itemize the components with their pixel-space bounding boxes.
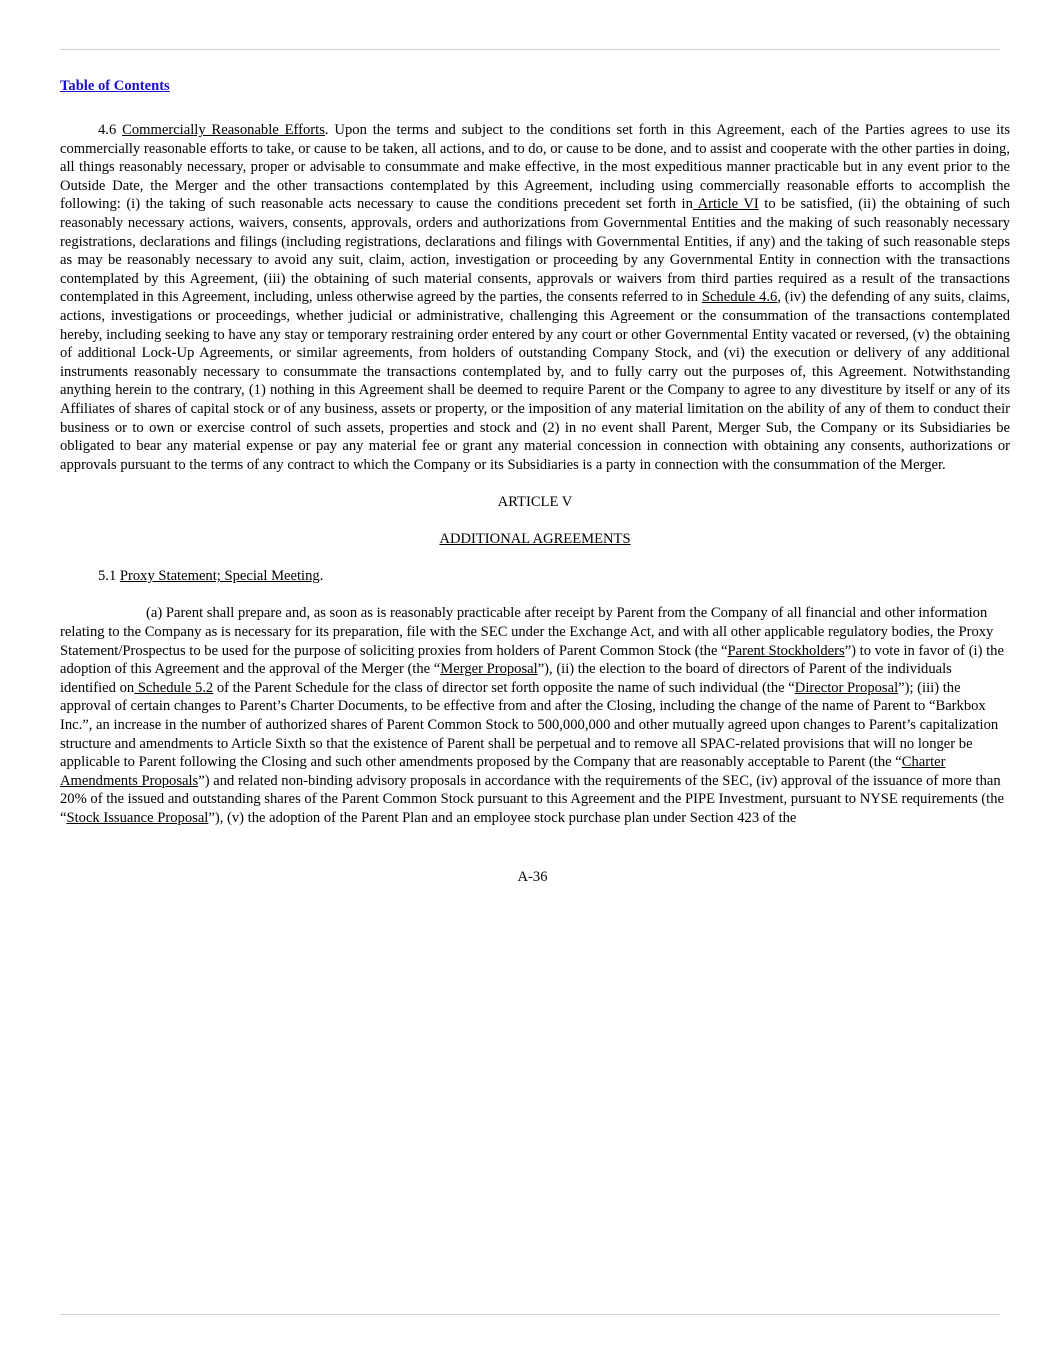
- article-heading: ARTICLE V: [497, 493, 573, 510]
- section-4-6-paragraph: [60, 121, 1010, 474]
- para-a-text-4: of the Parent Schedule for the class of director set forth opposite the name of such individual (the “: [213, 679, 795, 696]
- paragraph-a: [60, 604, 1010, 827]
- section-4-6-text-2: to be satisfied, (ii) the obtaining of such reasonably necessary actions, waivers, consents, approvals, orders and authorizations from Governmental Entities and the making of such reasonably necessary registrations, declarations and filings (including registrations, declarations and filings with Governmental Entities, if any) and the taking of such reasonable steps as may be reasonably necessary to avoid any suit, claim, action, investigation or proceeding by any Governmental Entity in connection with the transactions contemplated by this Agreement, (iii) the obtaining of such material consents, approvals or waivers from third parties required as a result of the transactions contemplated in this Agreement, including, unless otherwise agreed by the parties, the consents referred to in: [60, 196, 1011, 306]
- section-5-1-title: Proxy Statement; Special Meeting: [119, 568, 320, 585]
- para-a-text-2: ”) to vote in favor of (i) the adoption of this Agreement and the approval of the Merger (the “: [60, 642, 1004, 678]
- bottom-divider: [60, 1314, 1000, 1315]
- spacer: [60, 586, 1010, 605]
- schedule-4-6-reference: Schedule 4.6: [701, 289, 778, 306]
- page-number: A-36: [517, 869, 548, 885]
- section-4-6-title: Commercially Reasonable Efforts: [122, 122, 325, 138]
- section-4-6-number: 4.6: [98, 122, 123, 138]
- para-a-text-6: ”) and related non-binding advisory proposals in accordance with the requirements of the SEC, (iv) approval of the issuance of more than 20% of the issued and outstanding shares of the Parent Common Stock pursuant to this Agreement and the PIPE Investment, pursuant to NYSE requirements (the “: [60, 772, 1004, 826]
- section-4-6-text-1: . Upon the terms and subject to the conditions set forth in this Agreement, each of the Parties agrees to use its commercially reasonable efforts to take, or cause to be taken, all actions, and to do, or cause to be done, and to assist and cooperate with the other parties in doing, all things reasonably necessary, proper or advisable to consummate and make effective, in the most expeditious manner practicable but in any event prior to the Outside Date, the Merger and the other transactions contemplated by this Agreement, including using commercially reasonable efforts to accomplish the following: (i) the taking of such reasonable acts necessary to cause the conditions precedent set forth in: [60, 122, 1011, 213]
- para-a-text-3: ”), (ii) the election to the board of directors of Parent of the individuals identified on: [60, 661, 952, 696]
- defined-term-merger-proposal: Merger Proposal: [440, 661, 538, 678]
- section-4-6-text-3: , (iv) the defending of any suits, claims, actions, investigations or proceedings, whether judicial or administrative, challenging this Agreement or the consummation of the transactions contemplated hereby, including seeking to have any stay or temporary restraining order entered by any court or other Governmental Entity vacated or reversed, (v) the obtaining of additional Lock-Up Agreements, or similar agreements, from holders of outstanding Company Stock, and (vi) the execution or delivery of any additional instruments reasonably necessary to consummate the transactions contemplated by, and to fully carry out the purposes of, this Agreement. Notwithstanding anything herein to the contrary, (1) nothing in this Agreement shall be deemed to require Parent or the Company to agree to any divestiture by itself or any of its Affiliates of shares of capital stock or of any business, assets or property, or the imposition of any material limitation on the ability of any of them to conduct their business or to own or exercise control of such assets, properties and stock and (2) in no event shall Parent, Merger Sub, the Company or its Subsidiaries be obligated to bear any material expense or pay any material fee or grant any material concession in connection with obtaining any consents, authorizations or approvals pursuant to the terms of any contract to which the Company or its Subsidiaries is a party in connection with the consummation of the Merger.: [60, 289, 1011, 473]
- para-a-text-1: (a) Parent shall prepare and, as soon as is reasonably practicable after receipt by Parent from the Company of all financial and other information relating to the Company as is necessary for its preparation, file with the SEC under the Exchange Act, and with all other applicable regulatory bodies, the Proxy Statement/Prospectus to be used for the purpose of soliciting proxies from holders of Parent Common Stock (the “: [60, 605, 994, 659]
- para-a-text-5: ”); (iii) the approval of certain changes to Parent’s Charter Documents, to be effective from and after the Closing, including the change of the name of Parent to “Barkbox Inc.”, an increase in the number of authorized shares of Parent Common Stock to 500,000,000 and other mutually agreed upon changes to Parent’s capitalization structure and amendments to Article Sixth so that the existence of Parent shall be perpetual and to remove all SPAC-related provisions that will no longer be applicable to Parent following the Closing and such other amendments proposed by the Company that are reasonably acceptable to Parent (the “: [60, 679, 999, 771]
- section-5-1-period: .: [319, 568, 324, 585]
- section-5-1-number: 5.1: [98, 568, 120, 585]
- article-title-text: ADDITIONAL AGREEMENTS: [439, 531, 631, 548]
- section-5-1-heading: [60, 567, 1010, 586]
- defined-term-director-proposal: Director Proposal: [794, 679, 899, 696]
- spacer: [60, 474, 1010, 493]
- article-title: [60, 530, 1010, 549]
- spacer: [60, 511, 1010, 530]
- document-body: [60, 121, 1010, 828]
- schedule-5-2-reference: Schedule 5.2: [134, 679, 214, 696]
- table-of-contents-link[interactable]: Table of Contents: [60, 78, 170, 94]
- article-vi-reference: Article VI: [692, 196, 759, 213]
- para-a-text-7: ”), (v) the adoption of the Parent Plan and an employee stock purchase plan under Section 423 of the: [208, 809, 797, 826]
- top-divider: [60, 49, 1000, 50]
- defined-term-parent-stockholders: Parent Stockholders: [727, 642, 845, 659]
- spacer: [60, 549, 1010, 568]
- defined-term-stock-issuance-proposal: Stock Issuance Proposal: [66, 809, 209, 826]
- defined-term-charter-amendments-proposals: Charter Amendments Proposals: [60, 754, 946, 789]
